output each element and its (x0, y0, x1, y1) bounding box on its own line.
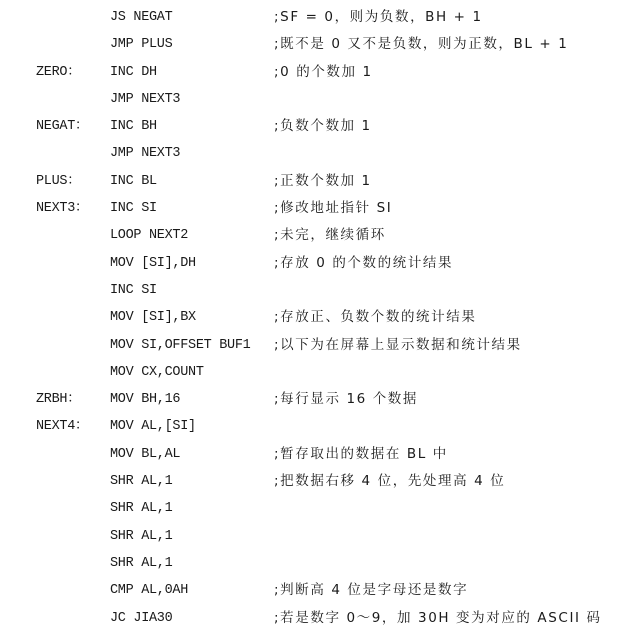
code-line (0, 495, 635, 522)
code-comment: ;未完，继续循环 (274, 227, 386, 244)
code-instruction: MOV SI,OFFSET BUF1 (110, 337, 251, 353)
code-comment: ;0 的个数加 1 (274, 63, 373, 80)
code-line (0, 86, 635, 113)
code-instruction: SHR AL,1 (110, 474, 173, 490)
code-instruction: MOV BL,AL (110, 446, 181, 462)
code-instruction: INC BH (110, 119, 157, 135)
code-line (0, 413, 635, 440)
code-line (0, 140, 635, 167)
code-comment: ;把数据右移 4 位，先处理高 4 位 (274, 473, 506, 490)
code-comment: ;负数个数加 1 (274, 118, 372, 135)
code-line (0, 550, 635, 577)
code-instruction: INC BL (110, 173, 157, 189)
code-comment: ;SF = 0，则为负数，BH + 1 (274, 9, 483, 25)
code-comment: ;以下为在屏幕上显示数据和统计结果 (274, 336, 522, 353)
code-instruction: SHR AL,1 (110, 528, 173, 544)
code-line (0, 168, 635, 195)
code-line (0, 577, 635, 604)
code-instruction: INC DH (110, 64, 157, 80)
code-instruction: SHR AL,1 (110, 555, 173, 571)
code-line (0, 195, 635, 222)
code-instruction: JMP NEXT3 (110, 146, 181, 162)
code-label: NEXT3： (36, 201, 89, 217)
code-comment: ;存放 0 的个数的统计结果 (274, 254, 454, 271)
code-line (0, 304, 635, 331)
code-instruction: JMP PLUS (110, 37, 173, 53)
code-comment: ;存放正、负数个数的统计结果 (274, 309, 477, 326)
code-line (0, 386, 635, 413)
code-label: NEGAT： (36, 119, 89, 135)
code-instruction: MOV [SI],DH (110, 255, 196, 271)
code-line (0, 277, 635, 304)
code-instruction: LOOP NEXT2 (110, 228, 189, 244)
code-comment: ;正数个数加 1 (274, 172, 372, 189)
code-instruction: MOV AL,[SI] (110, 419, 196, 435)
code-line (0, 4, 635, 31)
code-label: NEXT4： (36, 419, 89, 435)
code-line (0, 222, 635, 249)
code-comment: ;暂存取出的数据在 BL 中 (274, 445, 448, 462)
code-instruction: INC SI (110, 201, 157, 217)
code-comment: ;修改地址指针 SI (274, 200, 393, 217)
code-comment: ;每行显示 16 个数据 (274, 391, 419, 408)
code-line (0, 250, 635, 277)
code-line (0, 605, 635, 632)
code-line (0, 113, 635, 140)
code-label: PLUS： (36, 173, 81, 189)
code-instruction: JMP NEXT3 (110, 91, 181, 107)
code-instruction: JS NEGAT (110, 10, 173, 25)
code-comment: ;若是数字 0～9，加 30H 变为对应的 ASCII 码 (274, 609, 602, 626)
code-line (0, 59, 635, 86)
code-comment: ;既不是 0 又不是负数，则为正数，BL + 1 (274, 36, 569, 53)
code-instruction: MOV BH,16 (110, 392, 181, 408)
code-instruction: SHR AL,1 (110, 501, 173, 517)
code-line (0, 332, 635, 359)
assembly-listing (0, 4, 635, 632)
code-line (0, 31, 635, 58)
code-label: ZERO： (36, 64, 81, 80)
code-line (0, 523, 635, 550)
code-instruction: CMP AL,0AH (110, 583, 189, 599)
code-comment: ;判断高 4 位是字母还是数字 (274, 582, 469, 599)
code-line (0, 441, 635, 468)
code-label: ZRBH： (36, 392, 81, 408)
code-line (0, 468, 635, 495)
code-instruction: INC SI (110, 282, 157, 298)
code-instruction: MOV CX,COUNT (110, 364, 204, 380)
code-line (0, 359, 635, 386)
code-instruction: JC JIA30 (110, 610, 173, 626)
code-instruction: MOV [SI],BX (110, 310, 196, 326)
